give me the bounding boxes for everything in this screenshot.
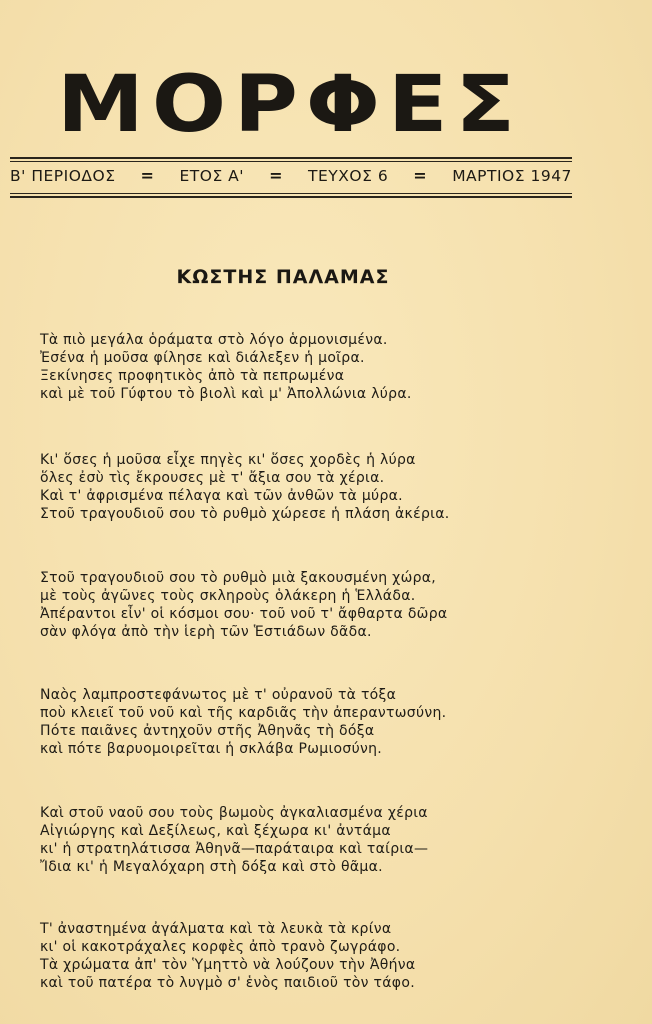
- issue-separator: =: [269, 166, 283, 185]
- top-rule-thin: [10, 161, 572, 162]
- poem-line: καὶ τοῦ πατέρα τὸ λυγμὸ σ' ἑνὸς παιδιοῦ τὸν τάφο.: [40, 975, 415, 991]
- issue-number: ΤΕΥΧΟΣ 6: [308, 166, 389, 185]
- poem-line: ποὺ κλειεῖ τοῦ νοῦ καὶ τῆς καρδιᾶς τὴν ἀπεραντωσύνη.: [40, 705, 447, 721]
- poem-line: Πότε παιᾶνες ἀντηχοῦν στῆς Ἀθηνᾶς τὴ δόξα: [40, 723, 375, 739]
- bottom-rule: [10, 196, 572, 198]
- poem-line: ὅλες ἐσὺ τὶς ἔκρουσες μὲ τ' ἄξια σου τὰ χέρια.: [40, 470, 385, 486]
- poem-line: Ξεκίνησες προφητικὸς ἀπὸ τὰ πεπρωμένα: [40, 368, 345, 384]
- top-rule: [10, 157, 572, 159]
- poem-stanza-3: [40, 569, 600, 641]
- poem-line: Τὰ πιὸ μεγάλα ὁράματα στὸ λόγο ἁρμονισμένα.: [40, 332, 388, 348]
- poem-line: Ἀπέραντοι εἶν' οἱ κόσμοι σου· τοῦ νοῦ τ' ἄφθαρτα δῶρα: [40, 606, 448, 622]
- poem-line: κι' οἱ κακοτράχαλες κορφὲς ἀπὸ τρανὸ ζωγράφο.: [40, 939, 401, 955]
- poem-line: Ἐσένα ἡ μοῦσα φίλησε καὶ διάλεξεν ἡ μοῖρα.: [40, 350, 365, 366]
- masthead-title: ΜΟΡΦΕΣ: [57, 60, 523, 150]
- poem-line: καὶ μὲ τοῦ Γύφτου τὸ βιολὶ καὶ μ' Ἀπολλώνια λύρα.: [40, 386, 412, 402]
- poem-line: καὶ πότε βαρυομοιρεῖται ἡ σκλάβα Ρωμιοσύνη.: [40, 741, 383, 757]
- poem-line: Ναὸς λαμπροστεφάνωτος μὲ τ' οὐρανοῦ τὰ τόξα: [40, 687, 397, 703]
- issue-period: Β' ΠΕΡΙΟΔΟΣ: [10, 166, 116, 185]
- poem-line: Καὶ στοῦ ναοῦ σου τοὺς βωμοὺς ἀγκαλιασμένα χέρια: [40, 805, 428, 821]
- issue-separator: =: [140, 166, 155, 185]
- issue-date: ΜΑΡΤΙΟΣ 1947: [452, 166, 572, 185]
- poem-stanza-6: [40, 920, 600, 992]
- poem-line: Τὰ χρώματα ἀπ' τὸν Ὑμηττὸ νὰ λούζουν τὴν Ἀθήνα: [40, 957, 416, 973]
- poem-stanza-2: [40, 451, 600, 523]
- issue-year: ΕΤΟΣ Α': [179, 166, 245, 185]
- bottom-rule-thin: [10, 193, 572, 194]
- poem-line: Ἴδια κι' ἡ Μεγαλόχαρη στὴ δόξα καὶ στὸ θᾶμα.: [40, 859, 383, 875]
- poem-stanza-1: [40, 331, 600, 403]
- issue-info: [10, 166, 572, 185]
- poem-line: Κι' ὅσες ἡ μοῦσα εἶχε πηγὲς κι' ὅσες χορδὲς ἡ λύρα: [40, 452, 416, 468]
- poem-line: σὰν φλόγα ἀπὸ τὴν ἱερὴ τῶν Ἑστιάδων δᾶδα.: [40, 624, 372, 640]
- poem-line: μὲ τοὺς ἀγῶνες τοὺς σκληροὺς ὁλάκερη ἡ Ἑλλάδα.: [40, 588, 416, 604]
- poem-line: Τ' ἀναστημένα ἀγάλματα καὶ τὰ λευκὰ τὰ κρίνα: [40, 921, 392, 937]
- author-name: ΚΩΣΤΗΣ ΠΑΛΑΜΑΣ: [176, 266, 390, 288]
- poem-line: Αἰγιώργης καὶ Δεξίλεως, καὶ ξέχωρα κι' ἀντάμα: [40, 823, 391, 839]
- poem-line: Καὶ τ' ἀφρισμένα πέλαγα καὶ τῶν ἀνθῶν τὰ μύρα.: [40, 488, 403, 504]
- poem-stanza-5: [40, 804, 600, 876]
- poem-stanza-4: [40, 686, 600, 758]
- issue-separator: =: [413, 166, 428, 185]
- poem-line: κι' ἡ στρατηλάτισσα Ἀθηνᾶ—παράταιρα καὶ ταίρια—: [40, 841, 429, 857]
- poem-line: Στοῦ τραγουδιοῦ σου τὸ ρυθμὸ χώρεσε ἡ πλάση ἀκέρια.: [40, 506, 450, 522]
- poem-line: Στοῦ τραγουδιοῦ σου τὸ ρυθμὸ μιὰ ξακουσμένη χώρα,: [40, 570, 437, 586]
